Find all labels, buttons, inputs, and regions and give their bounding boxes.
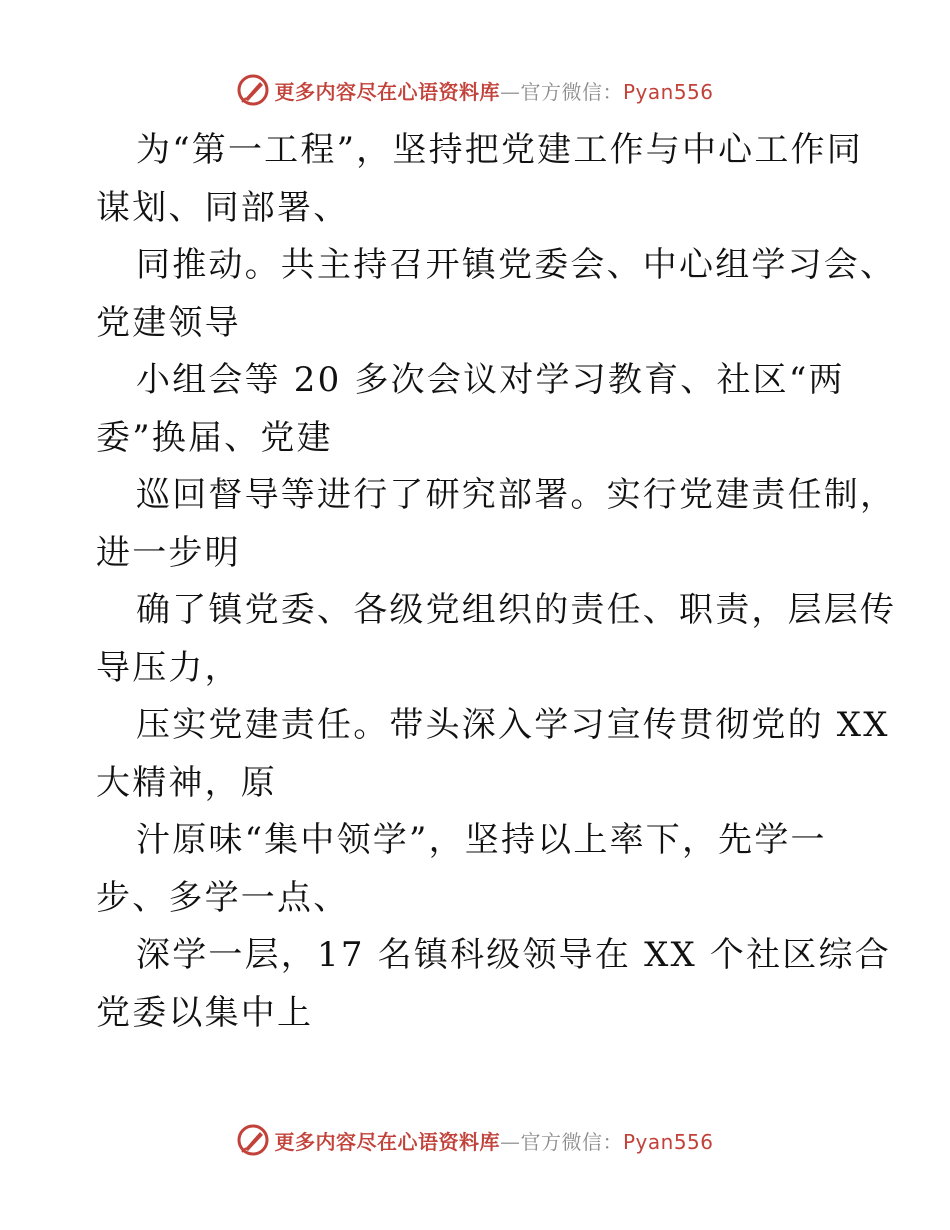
body-line: 党委以集中上 — [96, 992, 314, 1033]
body-line: 确了镇党委、各级党组织的责任、职责，层层传 — [136, 590, 897, 630]
body-line: 压实党建责任。带头深入学习宣传贯彻党的 XX — [136, 705, 890, 745]
body-line: 大精神，原 — [96, 762, 277, 803]
header-text — [274, 76, 713, 105]
footer-banner — [0, 1120, 950, 1160]
header-banner — [0, 70, 950, 110]
footer-dash: — — [499, 1129, 521, 1154]
body-line: 谋划、同部署、 — [96, 187, 350, 228]
body-line: 同推动。共主持召开镇党委会、中心组学习会、 — [136, 245, 897, 285]
footer-text — [274, 1126, 713, 1155]
header-dash: — — [499, 79, 521, 104]
body-line: 进一步明 — [96, 532, 241, 573]
body-line: 汁原味“集中领学”，坚持以上率下，先学一 — [136, 820, 827, 860]
quill-pen-circle-icon — [236, 1123, 270, 1157]
footer-brand: 更多内容尽在心语资料库 — [274, 1129, 500, 1154]
footer-wechat-handle: Pyan556 — [622, 1129, 714, 1154]
body-line: 步、多学一点、 — [96, 877, 350, 918]
document-body — [96, 122, 897, 1042]
header-wechat-handle: Pyan556 — [622, 79, 714, 104]
header-brand: 更多内容尽在心语资料库 — [274, 79, 500, 104]
quill-pen-circle-icon — [236, 73, 270, 107]
footer-wechat-label: 官方微信： — [520, 1129, 623, 1154]
body-line: 党建领导 — [96, 302, 241, 343]
header-wechat-label: 官方微信： — [520, 79, 623, 104]
body-line: 委”换届、党建 — [96, 417, 333, 458]
body-line: 导压力， — [96, 647, 241, 688]
body-line: 巡回督导等进行了研究部署。实行党建责任制， — [136, 475, 897, 515]
body-line: 小组会等 20 多次会议对学习教育、社区“两 — [136, 360, 845, 400]
body-line: 深学一层，17 名镇科级领导在 XX 个社区综合 — [136, 935, 891, 975]
body-line: 为“第一工程”，坚持把党建工作与中心工作同 — [136, 130, 863, 170]
